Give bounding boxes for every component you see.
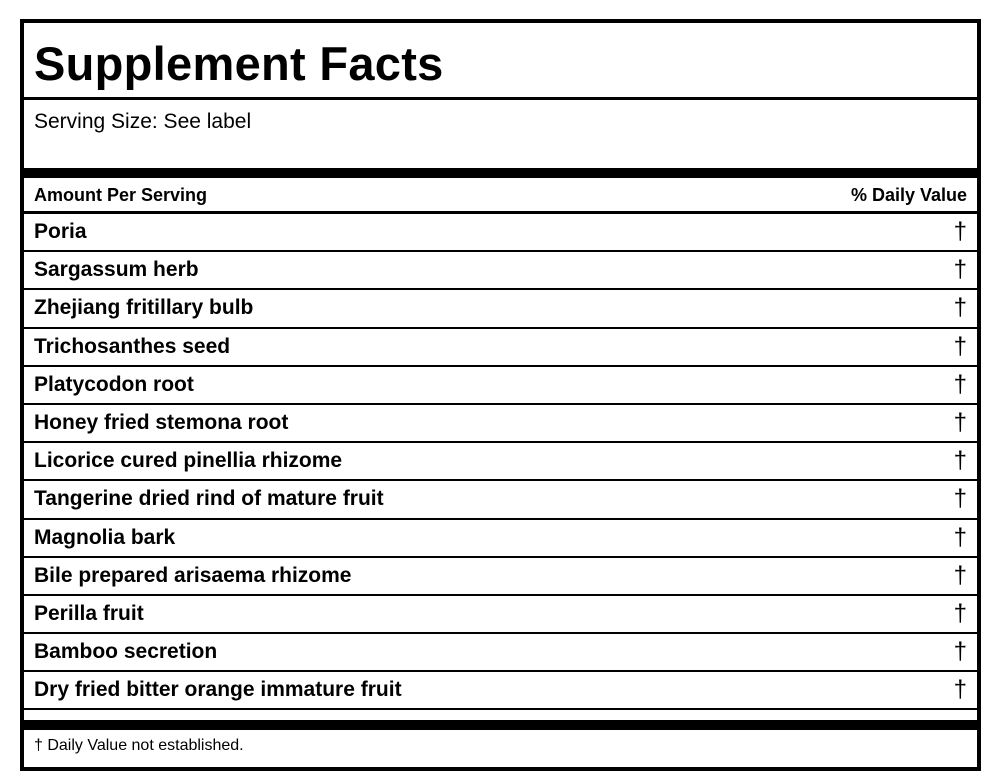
ingredient-row <box>24 634 977 672</box>
ingredient-name: Honey fried stemona root <box>34 410 289 434</box>
ingredient-name: Magnolia bark <box>34 525 176 549</box>
daily-value-dagger: † <box>953 256 967 284</box>
ingredient-name: Tangerine dried rind of mature fruit <box>34 487 384 511</box>
daily-value-dagger: † <box>953 523 967 551</box>
serving-size: Serving Size: See label <box>34 110 252 133</box>
daily-value-dagger: † <box>953 294 967 322</box>
thick-divider-bottom <box>24 720 977 730</box>
daily-value-dagger: † <box>953 370 967 398</box>
ingredient-name: Platycodon root <box>34 372 194 396</box>
ingredient-name: Zhejiang fritillary bulb <box>34 296 254 320</box>
daily-value-dagger: † <box>953 485 967 513</box>
table-header <box>24 178 977 214</box>
daily-value-dagger: † <box>953 447 967 475</box>
ingredient-name: Sargassum herb <box>34 258 199 282</box>
ingredient-name: Poria <box>34 220 87 243</box>
ingredient-row <box>24 481 977 519</box>
ingredient-row <box>24 672 977 710</box>
daily-value-dagger: † <box>953 332 967 360</box>
ingredient-row <box>24 252 977 290</box>
ingredient-name: Trichosanthes seed <box>34 334 231 358</box>
daily-value-dagger: † <box>953 599 967 627</box>
ingredient-row <box>24 214 977 252</box>
ingredient-list <box>24 214 977 710</box>
ingredient-row <box>24 367 977 405</box>
footnote: † Daily Value not established. <box>34 737 244 754</box>
daily-value-dagger: † <box>953 408 967 436</box>
ingredient-name: Dry fried bitter orange immature fruit <box>34 678 402 702</box>
supplement-facts-panel <box>20 19 981 771</box>
ingredient-row <box>24 596 977 634</box>
ingredient-name: Licorice cured pinellia rhizome <box>34 449 343 473</box>
ingredient-name: Perilla fruit <box>34 601 144 625</box>
ingredient-name: Bile prepared arisaema rhizome <box>34 563 352 587</box>
daily-value-dagger: † <box>953 218 967 245</box>
ingredient-row <box>24 405 977 443</box>
amount-per-serving-label: Amount Per Serving <box>34 185 208 205</box>
daily-value-dagger: † <box>953 638 967 666</box>
panel-title: Supplement Facts <box>34 37 444 90</box>
daily-value-label: % Daily Value <box>850 185 967 205</box>
ingredient-row <box>24 558 977 596</box>
daily-value-dagger: † <box>953 676 967 704</box>
title-box <box>24 23 977 100</box>
thick-divider-top <box>24 168 977 178</box>
daily-value-dagger: † <box>953 561 967 589</box>
ingredient-row <box>24 520 977 558</box>
ingredient-row <box>24 443 977 481</box>
ingredient-row <box>24 290 977 328</box>
ingredient-row <box>24 329 977 367</box>
ingredient-name: Bamboo secretion <box>34 640 218 664</box>
